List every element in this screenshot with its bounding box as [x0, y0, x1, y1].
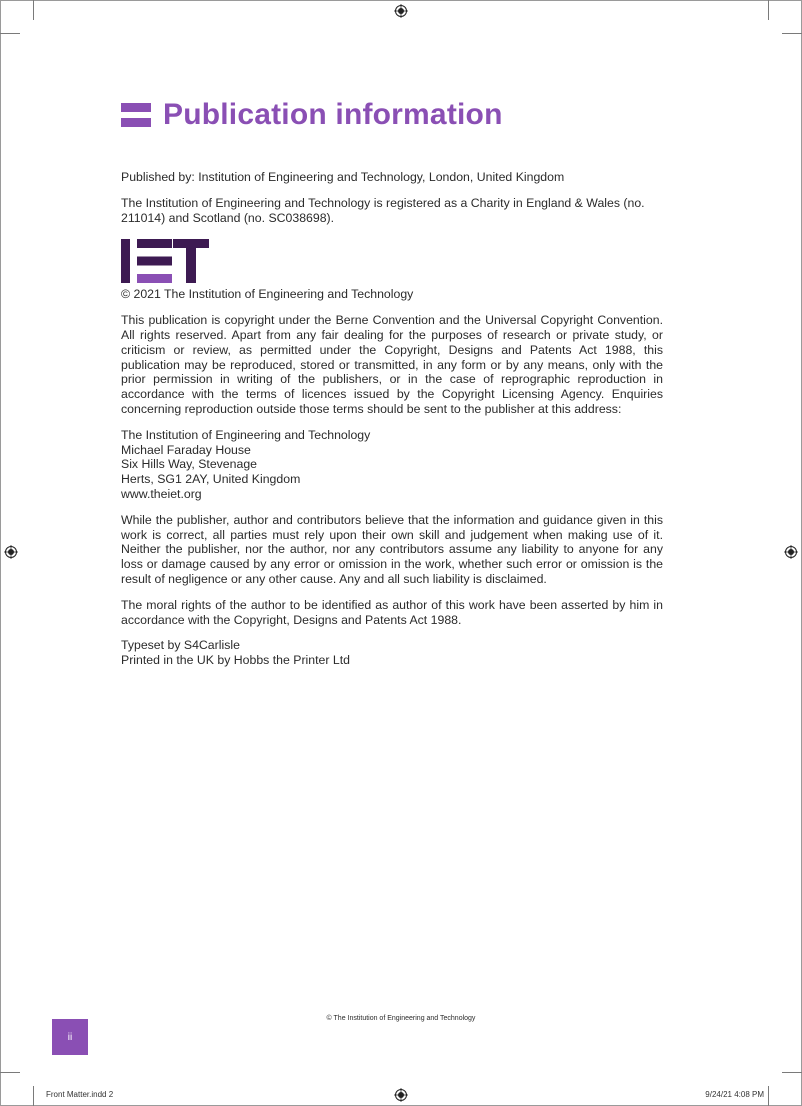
- crop-mark: [768, 1086, 769, 1106]
- registration-mark-icon: [394, 4, 408, 18]
- address-line: Michael Faraday House: [121, 442, 251, 457]
- page-number-badge: [52, 1019, 88, 1055]
- page-heading: [121, 98, 503, 132]
- registration-mark-icon: [394, 1088, 408, 1102]
- page-number: ii: [67, 1031, 73, 1043]
- crop-mark: [782, 1072, 802, 1073]
- moral-rights: The moral rights of the author to be identified as author of this work have been asserted by him in accordance with the Copyright, Designs and Patents Act 1988.: [121, 597, 663, 627]
- crop-mark: [33, 0, 34, 20]
- rights-statement: This publication is copyright under the Berne Convention and the Universal Copyright Convention. All rights reserved. Apart from any fair dealing for the purposes of research or private study, or criticism or review, as permitted under the Copyright, Designs and Patents Act 1988, this publication may be reproduced, stored or transmitted, in any form or by any means, only with the prior permission in writing of the publishers, or in the case of reprographic reproduction in accordance with the terms of licences issued by the Copyright Licensing Agency. Enquiries concerning reproduction outside those terms should be sent to the publisher at this address:: [121, 313, 663, 416]
- address-line: Six Hills Way, Stevenage: [121, 457, 257, 472]
- crop-mark: [768, 0, 769, 20]
- copyright-line: © 2021 The Institution of Engineering and Technology: [121, 287, 414, 302]
- publication-content: [121, 170, 663, 668]
- slug-file: Front Matter.indd 2: [46, 1090, 114, 1099]
- crop-mark: [782, 33, 802, 34]
- registration-mark-icon: [4, 545, 18, 559]
- footer-copyright: © The Institution of Engineering and Technology: [326, 1015, 476, 1022]
- disclaimer: While the publisher, author and contributors believe that the information and guidance given in this work is correct, all parties must rely upon their own skill and judgement when making use of it. Neither the publisher, nor the author, nor any contributors assume any liability to anyone for any loss or damage caused by any error or omission in the work, whether such error or omission is the result of negligence or any other cause. Any and all such liability is disclaimed.: [121, 512, 663, 586]
- print-info: [121, 638, 663, 668]
- publisher-website: www.theiet.org: [121, 486, 202, 501]
- printed-line: Printed in the UK by Hobbs the Printer Ltd: [121, 653, 350, 668]
- page-title: Publication information: [163, 98, 503, 131]
- iet-logo: [121, 239, 209, 283]
- published-by: Published by: Institution of Engineering and Technology, London, United Kingdom: [121, 170, 565, 184]
- crop-mark: [33, 1086, 34, 1106]
- address-line: Herts, SG1 2AY, United Kingdom: [121, 472, 301, 487]
- registration-mark-icon: [784, 545, 798, 559]
- heading-bars-icon: [121, 103, 151, 127]
- charity-statement: The Institution of Engineering and Technology is registered as a Charity in England & Wales (no. 211014) and Scotland (no. SC038698).: [121, 195, 645, 225]
- publisher-address: [121, 428, 663, 502]
- slug-date: 9/24/21 4:08 PM: [705, 1090, 764, 1099]
- crop-mark: [0, 33, 20, 34]
- typeset-line: Typeset by S4Carlisle: [121, 638, 240, 653]
- address-line: The Institution of Engineering and Technology: [121, 427, 371, 442]
- crop-mark: [0, 1072, 20, 1073]
